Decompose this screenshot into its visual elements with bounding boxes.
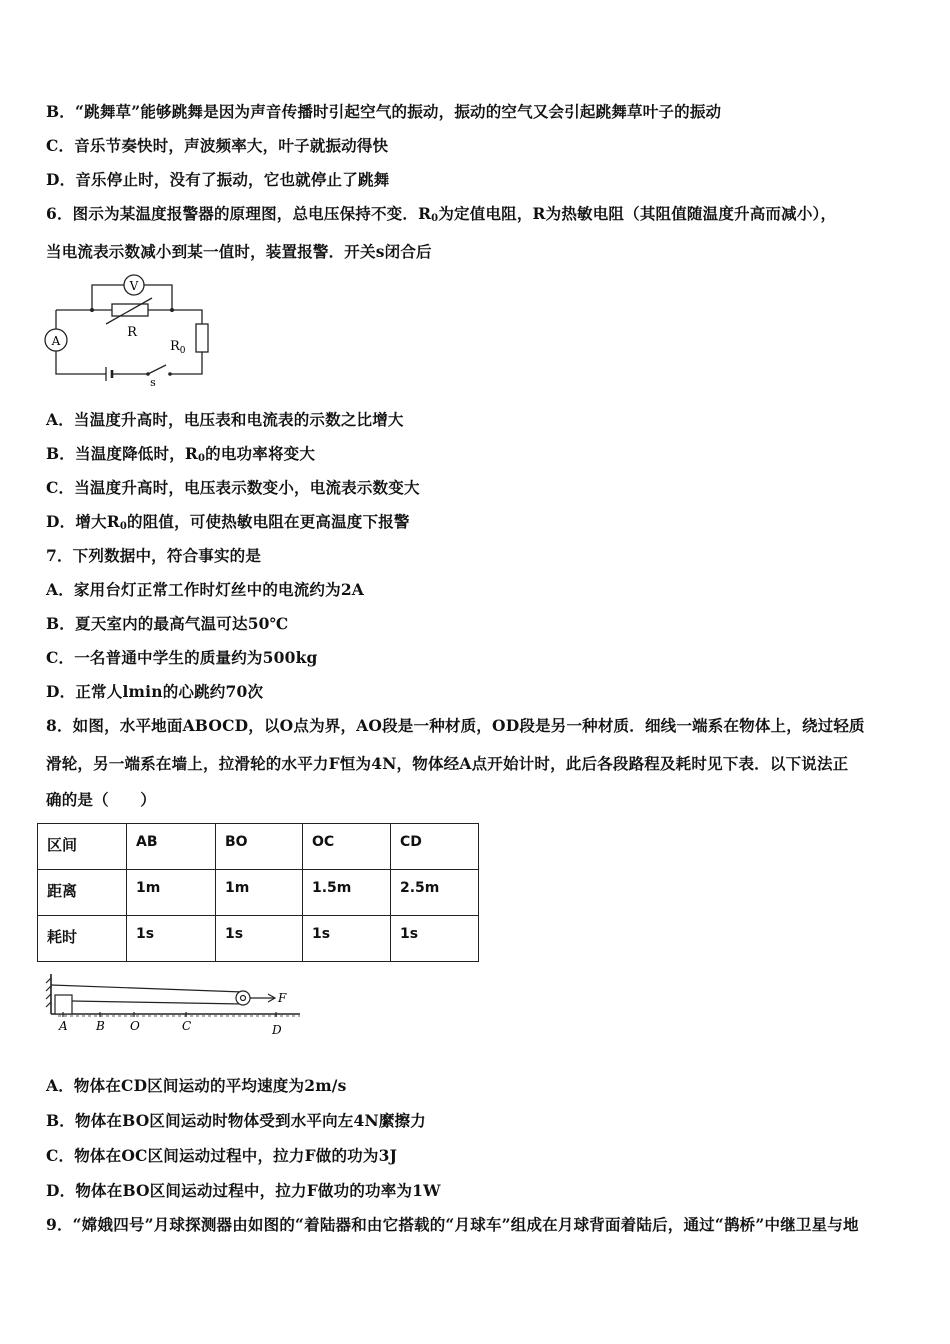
r0-label-sub: 0 (179, 346, 186, 356)
table-cell: 1s (216, 916, 303, 962)
table-cell: 1m (216, 870, 303, 916)
q6-stem-line-1 (46, 204, 836, 229)
table-cell: 1s (127, 916, 216, 962)
q5-option-c: C．音乐节奏快时，声波频率大，叶子就振动得快 (46, 136, 389, 155)
q5-option-b: B．“跳舞草”能够跳舞是因为声音传播时引起空气的振动，振动的空气又会引起跳舞草叶子的振动 (46, 102, 722, 121)
thermistor-label: R (127, 325, 137, 340)
table-cell: 1s (303, 916, 391, 962)
r0-label-main: R (170, 339, 180, 354)
ammeter-label: A (51, 334, 61, 348)
q6-option-c: C．当温度升高时，电压表示数变小，电流表示数变大 (46, 478, 420, 497)
table-cell: 耗时 (38, 916, 127, 962)
q6-option-d-part-1: D．增大R (46, 512, 120, 531)
q8-data-table (37, 823, 479, 962)
q7-option-b: B．夏天室内的最高气温可达50℃ (46, 614, 289, 633)
table-cell: CD (391, 824, 479, 870)
table-cell: 距离 (38, 870, 127, 916)
q6-option-b-part-2: 的电功率将变大 (205, 444, 316, 463)
voltmeter-label: V (129, 279, 139, 293)
q6-option-b-part-1: B．当温度降低时，R (46, 444, 198, 463)
q6-option-d (46, 512, 410, 537)
force-label: F (278, 991, 287, 1005)
q6-stem-part-a: 6．图示为某温度报警器的原理图，总电压保持不变．R (46, 204, 432, 223)
table-cell: AB (127, 824, 216, 870)
q6-stem-line-2: 当电流表示数减小到某一值时，装置报警．开关s闭合后 (46, 242, 432, 261)
q8-option-c: C．物体在OC区间运动过程中，拉力F做的功为3J (46, 1146, 398, 1165)
point-label-c: C (182, 1019, 192, 1033)
q5-option-d: D．音乐停止时，没有了振动，它也就停止了跳舞 (46, 170, 390, 189)
q6-option-a: A．当温度升高时，电压表和电流表的示数之比增大 (46, 410, 404, 429)
table-cell: OC (303, 824, 391, 870)
q8-option-b: B．物体在BO区间运动时物体受到水平向左4N縻擦力 (46, 1111, 426, 1130)
point-label-b: B (96, 1019, 105, 1033)
table-cell: 区间 (38, 824, 127, 870)
q7-stem: 7．下列数据中，符合事实的是 (46, 546, 262, 565)
q6-option-b-subscript: 0 (197, 453, 206, 464)
table-cell: 1m (127, 870, 216, 916)
switch-label: s (150, 376, 156, 389)
q6-circuit-diagram (40, 268, 220, 390)
point-label-d: D (272, 1023, 282, 1037)
table-cell: 1.5m (303, 870, 391, 916)
q6-option-b (46, 444, 315, 469)
table-row (38, 870, 479, 916)
q8-stem-line-2: 滑轮，另一端系在墙上，拉滑轮的水平力F恒为4N，物体经A点开始计时，此后各段路程及耗时见下表．以下说法正 (46, 754, 849, 773)
table-cell: 1s (391, 916, 479, 962)
q6-option-d-subscript: 0 (119, 521, 127, 532)
q8-pulley-figure (38, 968, 308, 1040)
table-cell: 2.5m (391, 870, 479, 916)
q8-option-d: D．物体在BO区间运动过程中，拉力F做功的功率为1W (46, 1181, 441, 1200)
q8-stem-line-1: 8．如图，水平地面ABOCD，以O点为界，AO段是一种材质，OD段是另一种材质．细线一端系在物体上，绕过轻质 (46, 716, 865, 735)
q6-stem-subscript: 0 (431, 213, 439, 224)
q7-option-d: D．正常人lmin的心跳约70次 (46, 682, 264, 701)
r0-label (170, 339, 186, 356)
q6-stem-part-b: 为定值电阻，R为热敏电阻（其阻值随温度升高而减小）， (438, 204, 837, 223)
table-row (38, 916, 479, 962)
q8-option-a: A．物体在CD区间运动的平均速度为2m/s (46, 1076, 347, 1095)
table-cell: BO (216, 824, 303, 870)
q9-stem-line-1: 9．“嫦娥四号”月球探测器由如图的“着陆器和由它搭载的“月球车”组成在月球背面着陆后，通过“鹊桥”中继卫星与地 (46, 1215, 859, 1234)
point-label-o: O (130, 1019, 140, 1033)
q8-stem-line-3: 确的是（ ） (46, 790, 156, 809)
q6-option-d-part-2: 的阻值，可使热敏电阻在更高温度下报警 (127, 512, 410, 531)
point-label-a: A (59, 1019, 68, 1033)
table-header-row (38, 824, 479, 870)
q7-option-c: C．一名普通中学生的质量约为500kg (46, 648, 318, 667)
q7-option-a: A．家用台灯正常工作时灯丝中的电流约为2A (46, 580, 365, 599)
